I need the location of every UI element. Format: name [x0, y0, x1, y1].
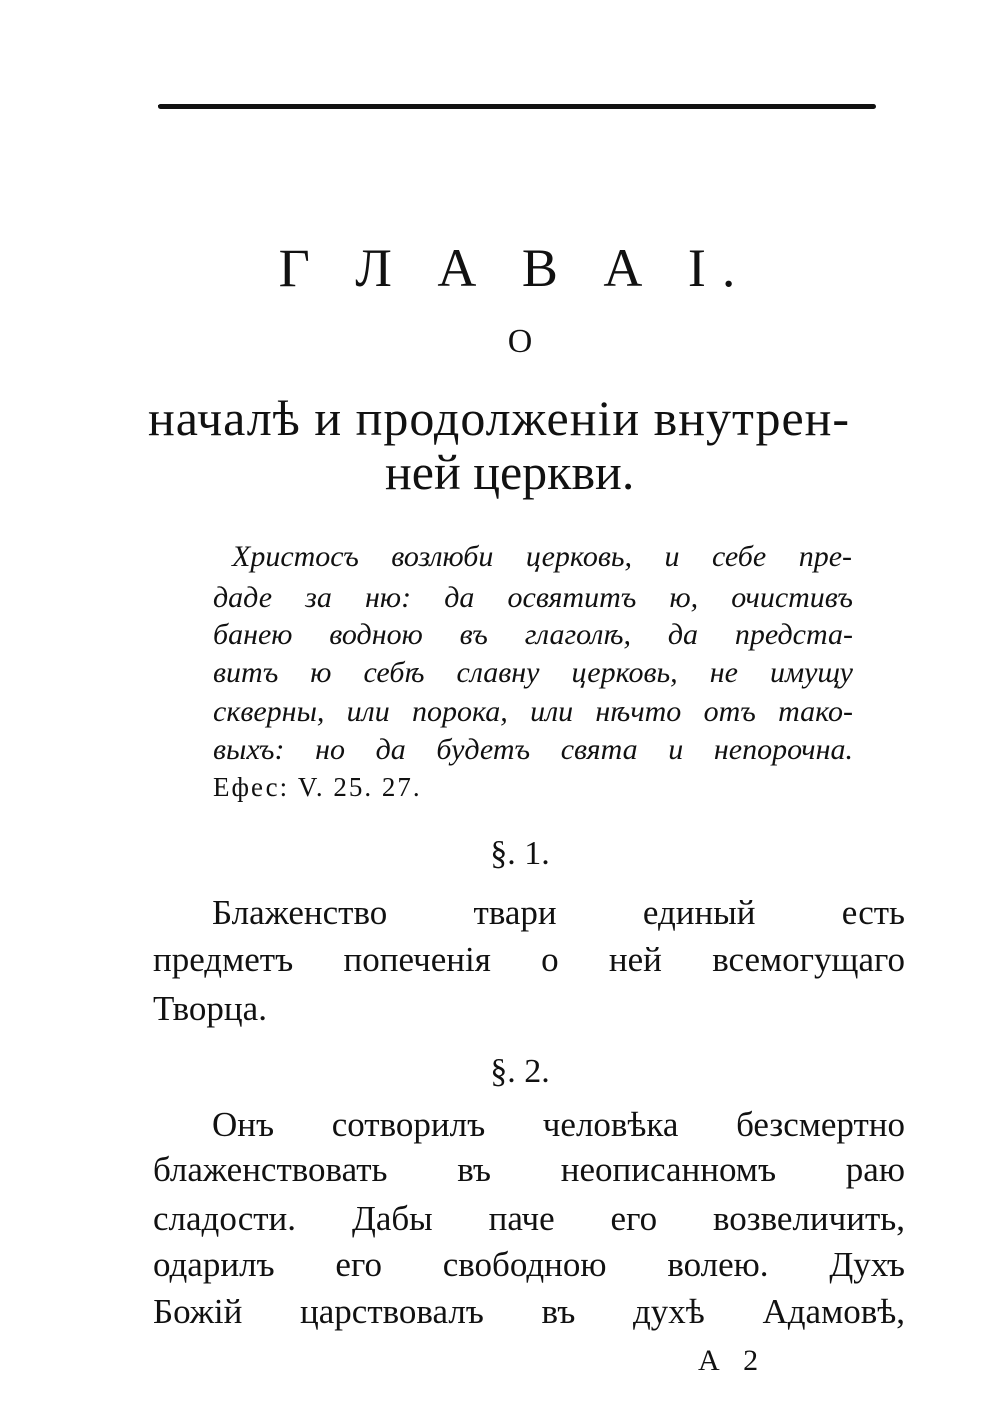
epigraph-line: банею водною въ глаголѣ, да предста-: [213, 618, 853, 651]
paragraph-line: одарилъ его свободною волею. Духъ: [153, 1245, 905, 1284]
paragraph-line: Божій царствовалъ въ духѣ Адамовѣ,: [153, 1292, 905, 1331]
epigraph-line: скверны, или порока, или нѣчто отъ тако-: [213, 695, 853, 728]
epigraph-line: Христосъ возлюби церковь, и себе пре-: [232, 540, 852, 573]
epigraph-line: даде за ню: да освятитъ ю, очистивъ: [213, 581, 853, 614]
section-mark-1: §. 1.: [490, 835, 550, 872]
paragraph-line: блаженствовать въ неописанномъ раю: [153, 1150, 905, 1189]
chapter-preposition: О: [507, 323, 533, 360]
chapter-heading-line-1: началѣ и продолженіи внутрен-: [148, 390, 851, 446]
paragraph-line: Онъ сотворилъ человѣка безсмертно: [212, 1105, 905, 1144]
epigraph-reference: Ефес: V. 25. 27.: [213, 772, 422, 802]
printer-signature: А 2: [698, 1344, 767, 1377]
paragraph-line: предметъ попеченія о ней всемогущаго: [153, 940, 905, 979]
paragraph-line: Блаженство твари единый есть: [212, 893, 905, 932]
chapter-title: Г Л А В А I.: [278, 238, 752, 298]
epigraph-line: витъ ю себѣ славну церковь, не имущу: [213, 656, 853, 689]
header-rule: [158, 104, 876, 109]
paragraph-line: Творца.: [153, 989, 267, 1028]
chapter-heading-line-2: ней церкви.: [385, 444, 635, 500]
section-mark-2: §. 2.: [490, 1053, 550, 1090]
epigraph-line: выхъ: но да будетъ свята и непорочна.: [213, 733, 853, 766]
paragraph-line: сладости. Дабы паче его возвеличить,: [153, 1199, 905, 1238]
